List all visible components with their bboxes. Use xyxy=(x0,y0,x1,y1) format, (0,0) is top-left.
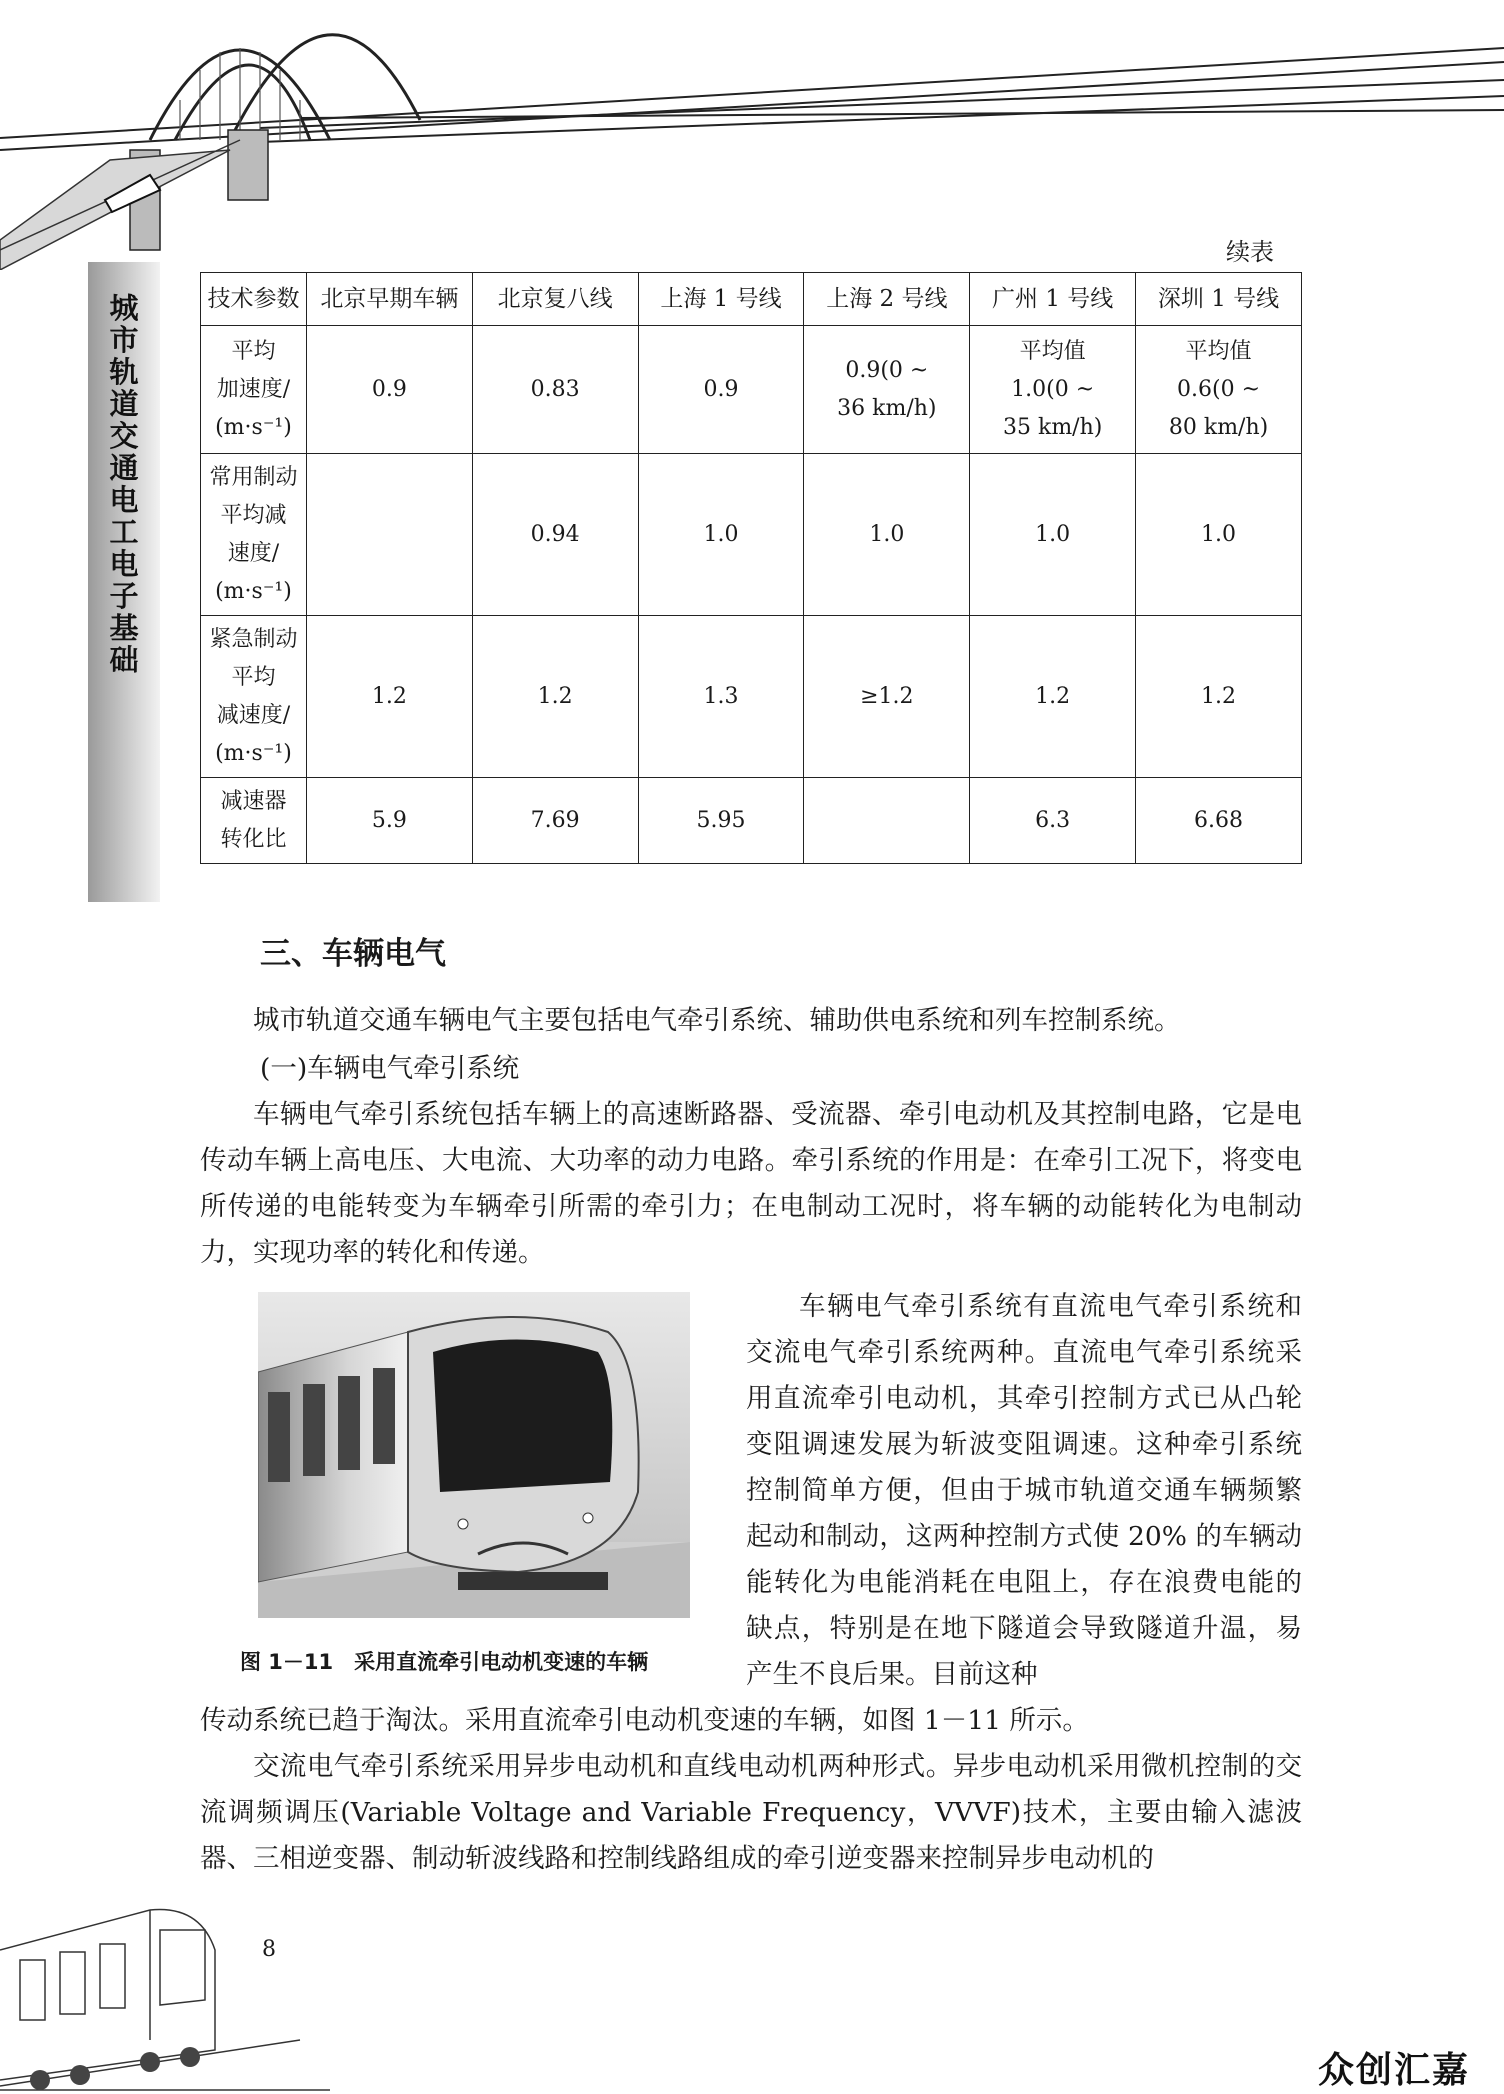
traction-paragraph: 车辆电气牵引系统包括车辆上的高速断路器、受流器、牵引电动机及其控制电路，它是电传动车辆上高电压、大电流、大功率的动力电路。牵引系统的作用是：在牵引工况下，将变电所传递的电能转变为车辆牵引所需的牵引力；在电制动工况时，将车辆的动能转化为电制动力，实现功率的转化和传递。 xyxy=(200,1099,1302,1268)
metro-car-illustration xyxy=(0,1890,340,2094)
table-cell: ≥1.2 xyxy=(804,616,970,778)
dc-traction-paragraph-cont: 传动系统已趋于淘汰。采用直流牵引电动机变速的车辆，如图 1－11 所示。 xyxy=(200,1705,1089,1736)
table-cell: 1.0 xyxy=(970,454,1136,616)
col-header: 北京复八线 xyxy=(472,273,638,326)
table-header-row xyxy=(201,273,1302,326)
table-cell: 平均值 1.0(0 ~ 35 km/h) xyxy=(970,326,1136,454)
table-continued-label: 续表 xyxy=(1226,238,1274,266)
table-row xyxy=(201,616,1302,778)
figure-caption: 图 1－11 采用直流牵引电动机变速的车辆 xyxy=(240,1650,649,1674)
ac-traction-paragraph: 交流电气牵引系统采用异步电动机和直线电动机两种形式。异步电动机采用微机控制的交流调频调压(Variable Voltage and Variable Frequency，VVVF)技术，主要由输入滤波器、三相逆变器、制动斩波线路和控制线路组成的牵引逆变器来控制异步电动机的 xyxy=(200,1751,1302,1874)
table-cell: 0.94 xyxy=(472,454,638,616)
table-cell: 平均值 0.6(0 ~ 80 km/h) xyxy=(1136,326,1302,454)
row-param: 减速器 转化比 xyxy=(201,778,307,864)
table-cell: 1.2 xyxy=(472,616,638,778)
table-cell: 5.95 xyxy=(638,778,804,864)
watermark-text: 众创汇嘉 xyxy=(1318,2050,1471,2091)
table-cell: 5.9 xyxy=(306,778,472,864)
book-title: 城市轨道交通电工电子基础 xyxy=(109,291,139,677)
train-figure xyxy=(258,1292,690,1618)
table-cell: 1.2 xyxy=(1136,616,1302,778)
table-cell: 0.9 xyxy=(638,326,804,454)
table-cell: 1.3 xyxy=(638,616,804,778)
vehicle-spec-table xyxy=(200,272,1302,864)
subsection-heading: (一)车辆电气牵引系统 xyxy=(260,1053,520,1084)
section-heading: 三、车辆电气 xyxy=(260,936,446,972)
col-header: 上海 1 号线 xyxy=(638,273,804,326)
table-cell: 1.2 xyxy=(306,616,472,778)
col-header: 广州 1 号线 xyxy=(970,273,1136,326)
col-header: 北京早期车辆 xyxy=(306,273,472,326)
bridge-illustration xyxy=(0,0,1504,270)
table-row xyxy=(201,454,1302,616)
table-cell: 1.0 xyxy=(638,454,804,616)
intro-paragraph: 城市轨道交通车辆电气主要包括电气牵引系统、辅助供电系统和列车控制系统。 xyxy=(253,1005,1181,1036)
col-header: 深圳 1 号线 xyxy=(1136,273,1302,326)
table-cell: 1.0 xyxy=(804,454,970,616)
table-cell: 6.3 xyxy=(970,778,1136,864)
table-cell: 0.9 xyxy=(306,326,472,454)
table-row xyxy=(201,326,1302,454)
table-cell: 1.2 xyxy=(970,616,1136,778)
table-row xyxy=(201,778,1302,864)
col-header: 技术参数 xyxy=(201,273,307,326)
table-cell xyxy=(804,778,970,864)
row-param: 平均 加速度/ (m·s⁻¹) xyxy=(201,326,307,454)
col-header: 上海 2 号线 xyxy=(804,273,970,326)
table-cell xyxy=(306,454,472,616)
chapter-side-tab xyxy=(88,262,160,902)
table-cell: 6.68 xyxy=(1136,778,1302,864)
row-param: 常用制动 平均减 速度/ (m·s⁻¹) xyxy=(201,454,307,616)
table-cell: 7.69 xyxy=(472,778,638,864)
table-cell: 1.0 xyxy=(1136,454,1302,616)
table-cell: 0.83 xyxy=(472,326,638,454)
page-number: 8 xyxy=(262,1937,276,1962)
dc-traction-paragraph: 车辆电气牵引系统有直流电气牵引系统和交流电气牵引系统两种。直流电气牵引系统采用直流牵引电动机，其牵引控制方式已从凸轮变阻调速发展为斩波变阻调速。这种牵引系统控制简单方便，但由于城市轨道交通车辆频繁起动和制动，这两种控制方式使 20% 的车辆动能转化为电能消耗在电阻上，存在浪费电能的缺点，特别是在地下隧道会导致隧道升温，易产生不良后果。目前这种 xyxy=(746,1291,1302,1690)
row-param: 紧急制动 平均 减速度/ (m·s⁻¹) xyxy=(201,616,307,778)
table-cell: 0.9(0 ~ 36 km/h) xyxy=(804,326,970,454)
